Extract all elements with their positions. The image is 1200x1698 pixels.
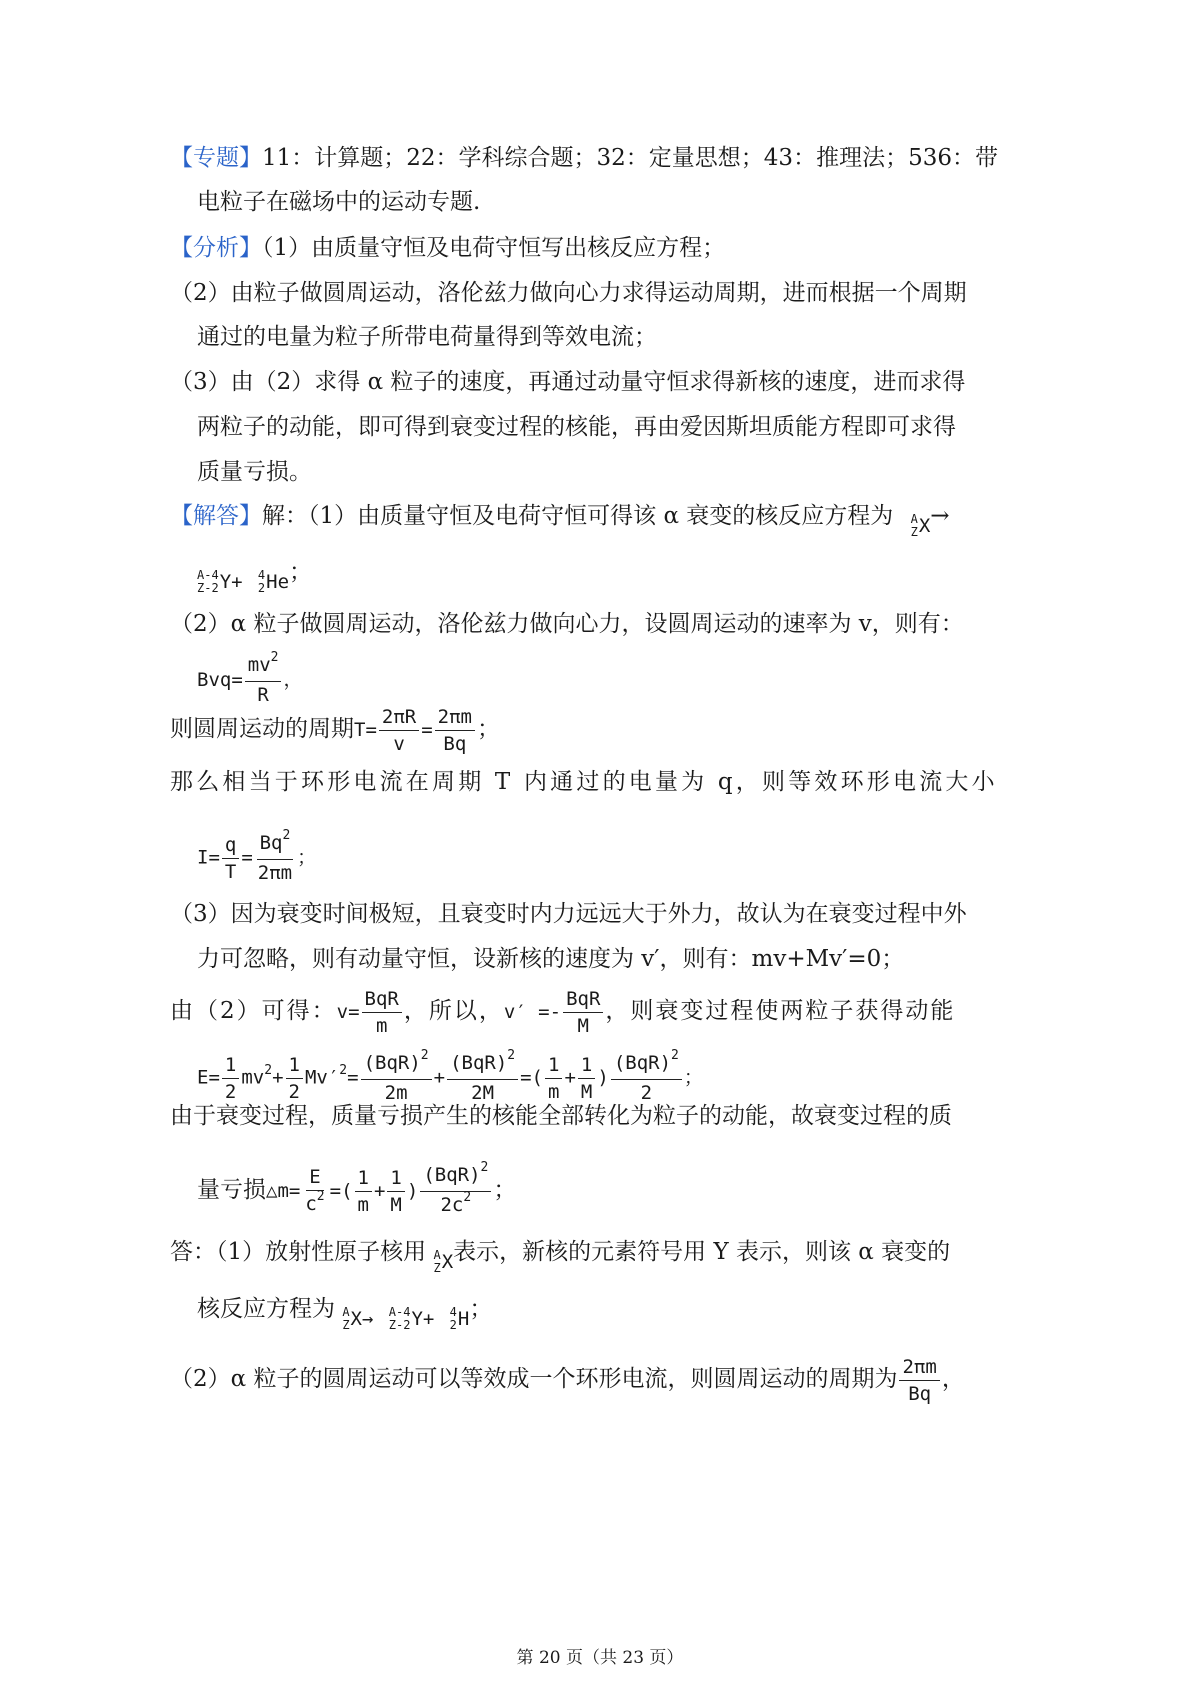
topic-label: 【专题】 — [170, 145, 262, 171]
topic-line-2: 电粒子在磁场中的运动专题. — [197, 189, 481, 215]
analysis-line-4: （3）由（2）求得 α 粒子的速度，再通过动量守恒求得新核的速度，进而求得 — [170, 369, 966, 395]
solution-line-1: 【解答】解：（1）由质量守恒及电荷守恒可得该 α 衰变的核反应方程为 A Z X → — [170, 500, 950, 542]
analysis-line-3: 通过的电量为粒子所带电荷量得到等效电流； — [197, 324, 657, 350]
analysis-label: 【分析】 — [170, 235, 262, 261]
analysis-line-1: 【分析】（1）由质量守恒及电荷守恒写出核反应方程； — [170, 235, 726, 261]
nuclide-X: A Z X — [910, 512, 931, 539]
solution-label: 【解答】 — [170, 503, 262, 529]
nuclide-He: 4 2 He — [257, 568, 290, 595]
equation-mass-defect: 量亏损△m= $\frac{E}{c^2}$ =( $\frac{1}{m}$ + $\frac{1}{M}$ ) $\frac{(BqR)^2}{2c^2}$ ； — [197, 1160, 517, 1216]
solution-line-2: （2）α 粒子做圆周运动，洛伦兹力做向心力，设圆周运动的速率为 v，则有： — [170, 611, 964, 637]
equation-velocity: 由（2）可得：v= $\frac{\text{BqR}}{m}$ ，所以，v′ =- $\frac{\text{BqR}}{M}$ ，则衰变过程使两粒子获得动能 — [170, 988, 956, 1037]
answer-line-1: 答：（1）放射性原子核用 A Z X 表示，新核的元素符号用 Y 表示，则该 α 衰变的 — [170, 1236, 950, 1278]
solution-line-3: 那么相当于环形电流在周期 T 内通过的电量为 q，则等效环形电流大小 — [170, 769, 998, 795]
nuclide-X: A Z X — [433, 1248, 454, 1275]
topic-text-1: 11：计算题；22：学科综合题；32：定量思想；43：推理法；536：带 — [262, 145, 998, 171]
reaction-arrow: → — [930, 503, 950, 529]
analysis-line-6: 质量亏损。 — [197, 459, 312, 485]
topic-line-1 — [170, 142, 998, 174]
equation-period: 则圆周运动的周期T= $\frac{2\pi R}{v}$ = $\frac{2\pi m}{Bq}$ ； — [170, 706, 500, 755]
answer-line-2: 核反应方程为 A Z X → A-4 Z-2 Y + 4 2 H ； — [197, 1296, 493, 1332]
answer-line-3: （2）α 粒子的圆周运动可以等效成一个环形电流，则圆周运动的周期为 $\frac{2\pi m}{Bq}$ ， — [170, 1356, 965, 1405]
nuclide-Y: A-4 Z-2 Y + — [197, 568, 243, 595]
solution-line-5: 力可忽略，则有动量守恒，设新核的速度为 v′，则有：mv+Mv′=0； — [197, 946, 905, 972]
equation-lorentz: Bvq= $\frac{mv^2}{R}$ ， — [197, 650, 303, 706]
solution-reaction-products: A-4 Z-2 Y + 4 2 He ； — [197, 556, 312, 598]
solution-line-6: 由于衰变过程，质量亏损产生的核能全部转化为粒子的动能，故衰变过程的质 — [170, 1103, 952, 1129]
analysis-line-2: （2）由粒子做圆周运动，洛伦兹力做向心力求得运动周期，进而根据一个周期 — [170, 280, 967, 306]
analysis-line-5: 两粒子的动能，即可得到衰变过程的核能，再由爱因斯坦质能方程即可求得 — [197, 414, 956, 440]
fraction-mv2-R: $\frac{mv^2}{R}$ — [245, 654, 282, 706]
page-footer: 第 20 页（共 23 页） — [516, 1648, 684, 1668]
solution-line-4: （3）因为衰变时间极短，且衰变时内力远远大于外力，故认为在衰变过程中外 — [170, 901, 967, 927]
equation-energy: E= $\frac{1}{2}$ $mv^2+$ $\frac{1}{2}$ $Mv'^2=$ $\frac{(BqR)^2}{2m}$ + $\frac{(BqR)^2}{2M}$ =( $\frac{1}{m}$ + $\frac{1}{M}$ ) $\frac{(BqR)^2}{2}$ ； — [197, 1048, 703, 1104]
equation-current: I= $\frac{q}{T}$ = $\frac{Bq^2}{2\pi m}$ ； — [197, 828, 317, 884]
